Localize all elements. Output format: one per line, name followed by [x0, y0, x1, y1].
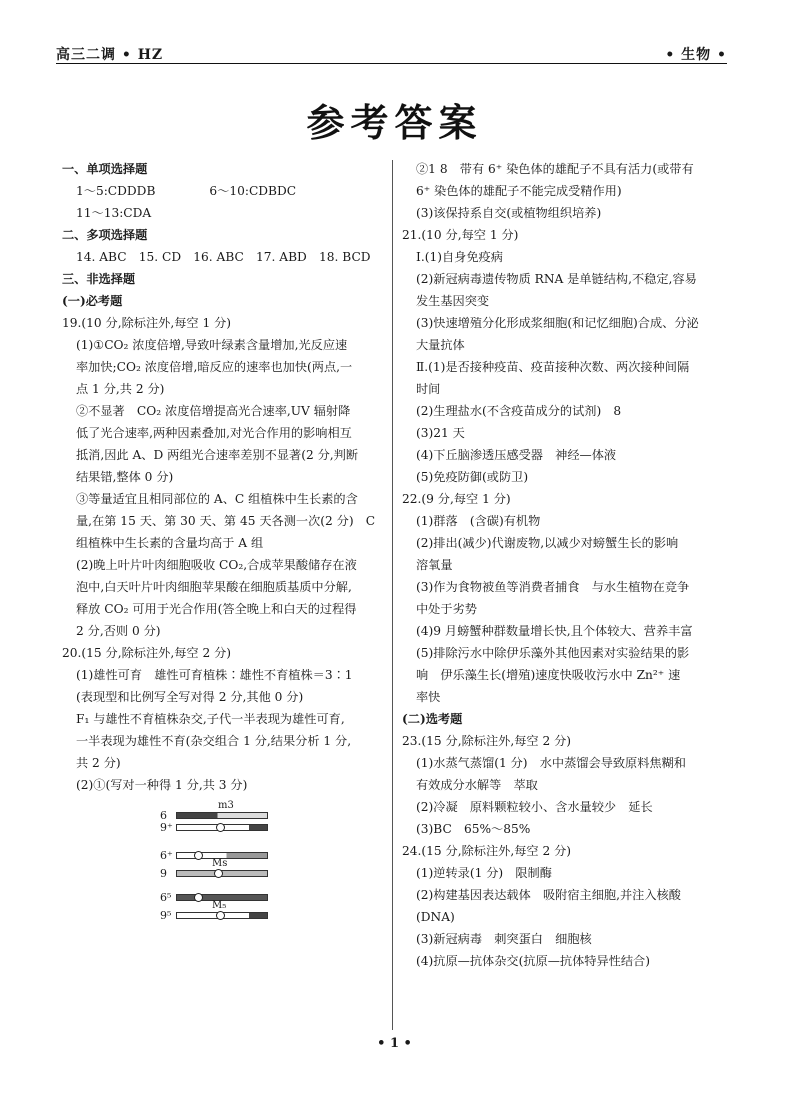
chromosome-label: 9⁵	[160, 909, 172, 922]
answer-line: (表现型和比例写全写对得 2 分,其他 0 分)	[76, 690, 304, 704]
answer-line: 量,在第 15 天、第 30 天、第 45 天各测一次(2 分) C	[76, 514, 376, 528]
chromosome-label: 9	[160, 867, 167, 880]
question-head: 24.(15 分,除标注外,每空 2 分)	[402, 844, 572, 858]
right-column	[402, 158, 727, 972]
subsection-title: (一)必考题	[62, 294, 123, 308]
gene-label: M₅	[212, 900, 227, 911]
answer-line: Ⅱ.(1)是否接种疫苗、疫苗接种次数、两次接种间隔	[416, 360, 690, 374]
answer-text: 1～5:CDDDB	[76, 184, 156, 198]
answer-line: (2)新冠病毒遗传物质 RNA 是单链结构,不稳定,容易	[416, 272, 697, 286]
answer-line: ②不显著 CO₂ 浓度倍增提高光合速率,UV 辐射降	[76, 404, 351, 418]
answer-line: (5)排除污水中除伊乐藻外其他因素对实验结果的影	[416, 646, 690, 660]
answer-line: 释放 CO₂ 可用于光合作用(答全晚上和白天的过程得	[76, 602, 357, 616]
answer-line: (1)逆转录(1 分) 限制酶	[416, 866, 552, 880]
centromere-dot	[194, 893, 203, 902]
answer-line: (3)作为食物被鱼等消费者捕食 与水生植物在竞争	[416, 580, 690, 594]
answer-line: (2)排出(减少)代谢废物,以减少对螃蟹生长的影响	[416, 536, 679, 550]
answer-line: 2 分,否则 0 分)	[76, 624, 161, 638]
answer-line: 一半表现为雄性不育(杂交组合 1 分,结果分析 1 分,	[76, 734, 352, 748]
answer-line: (1)雄性可育 雄性可育植株∶雄性不育植株＝3∶1	[76, 668, 353, 682]
answer-line: 组植株中生长素的含量均高于 A 组	[76, 536, 264, 550]
answer-line: Ⅰ.(1)自身免疫病	[416, 250, 503, 264]
chromosome-label: 6⁺	[160, 849, 173, 862]
chromosome-label: 6	[160, 809, 167, 822]
header-exam-label: 高三二调 • HZ	[56, 47, 164, 63]
centromere-dot	[216, 823, 225, 832]
answer-line: (4)下丘脑渗透压感受器 神经—体液	[416, 448, 617, 462]
header-subject-label: • 生物 •	[665, 47, 727, 63]
chromosome-row	[160, 858, 282, 880]
answer-line: 泡中,白天叶片叶肉细胞苹果酸在细胞质基质中分解,	[76, 580, 352, 594]
section-title: 一、单项选择题	[62, 162, 148, 176]
answer-line: (3)21 天	[416, 426, 465, 440]
answer-line: F₁ 与雄性不育植株杂交,子代一半表现为雄性可育,	[76, 712, 345, 726]
answer-line: (2)构建基因表达载体 吸附宿主细胞,并注入核酸	[416, 888, 681, 902]
answer-text: 6～10:CDBDC	[209, 184, 297, 198]
answer-line: (2)晚上叶片叶肉细胞吸收 CO₂,合成苹果酸储存在液	[76, 558, 357, 572]
chromosome-row	[160, 820, 282, 834]
question-head: 21.(10 分,每空 1 分)	[402, 228, 519, 242]
answer-line: 6⁺ 染色体的雄配子不能完成受精作用)	[416, 184, 622, 198]
answer-line: (3)BC 65%～85%	[416, 822, 531, 836]
answer-line: (3)快速增殖分化形成浆细胞(和记忆细胞)合成、分泌	[416, 316, 699, 330]
answer-line: 中处于劣势	[416, 602, 477, 616]
centromere-dot	[214, 869, 223, 878]
question-head: 19.(10 分,除标注外,每空 1 分)	[62, 316, 232, 330]
centromere-dot	[194, 851, 203, 860]
answer-line: (2)冷凝 原料颗粒较小、含水量较少 延长	[416, 800, 653, 814]
answer-line: (1)①CO₂ 浓度倍增,导致叶绿素含量增加,光反应速	[76, 338, 348, 352]
answer-line: 率加快;CO₂ 浓度倍增,暗反应的速率也加快(两点,一	[76, 360, 353, 374]
answer-line: (1)群落 (含碳)有机物	[416, 514, 541, 528]
answer-line: (3)新冠病毒 刺突蛋白 细胞核	[416, 932, 592, 946]
answer-line: (3)该保持系自交(或植物组织培养)	[416, 206, 602, 220]
answer-line: (5)免疫防御(或防卫)	[416, 470, 529, 484]
answer-line: 时间	[416, 382, 441, 396]
gene-label: Ms	[212, 858, 228, 869]
chromosome-diagram	[62, 800, 382, 930]
column-divider	[392, 160, 393, 1030]
answer-line: (1)水蒸气蒸馏(1 分) 水中蒸馏会导致原料焦糊和	[416, 756, 686, 770]
chromosome-row	[160, 890, 282, 904]
left-column	[62, 158, 382, 930]
answer-line: 14. ABC 15. CD 16. ABC 17. ABD 18. BCD	[76, 250, 371, 264]
gene-label: m3	[218, 800, 234, 811]
answer-line: 发生基因突变	[416, 294, 490, 308]
question-head: 22.(9 分,每空 1 分)	[402, 492, 511, 506]
header-rule	[56, 63, 727, 64]
answer-line: 大量抗体	[416, 338, 465, 352]
answer-line: (4)9 月螃蟹种群数量增长快,且个体较大、营养丰富	[416, 624, 693, 638]
chromosome-label: 9⁺	[160, 821, 173, 834]
centromere-dot	[216, 911, 225, 920]
answer-line: 响 伊乐藻生长(增殖)速度快吸收污水中 Zn²⁺ 速	[416, 668, 681, 682]
answer-line: 共 2 分)	[76, 756, 121, 770]
answer-line: 抵消,因此 A、D 两组光合速率差别不显著(2 分,判断	[76, 448, 359, 462]
page-title: 参考答案	[306, 101, 483, 145]
section-title: 三、非选择题	[62, 272, 136, 286]
answer-line: (4)抗原—抗体杂交(抗原—抗体特异性结合)	[416, 954, 650, 968]
answer-line: 率快	[416, 690, 441, 704]
answer-line: (2)生理盐水(不含疫苗成分的试剂) 8	[416, 404, 622, 418]
answer-line	[62, 180, 382, 202]
section-title: 二、多项选择题	[62, 228, 148, 242]
answer-line: ②1 8 带有 6⁺ 染色体的雄配子不具有活力(或带有	[416, 162, 694, 176]
answer-line: 11～13:CDA	[76, 206, 152, 220]
answer-line: 溶氧量	[416, 558, 453, 572]
answer-line: 点 1 分,共 2 分)	[76, 382, 165, 396]
answer-line: ③等量适宜且相同部位的 A、C 组植株中生长素的含	[76, 492, 358, 506]
answer-line: 低了光合速率,两种因素叠加,对光合作用的影响相互	[76, 426, 352, 440]
chromosome-label: 6⁵	[160, 891, 172, 904]
answer-line: (DNA)	[416, 910, 455, 924]
answer-line: 有效成分水解等 萃取	[416, 778, 538, 792]
question-head: 23.(15 分,除标注外,每空 2 分)	[402, 734, 572, 748]
question-head: 20.(15 分,除标注外,每空 2 分)	[62, 646, 232, 660]
answer-line: 结果错,整体 0 分)	[76, 470, 174, 484]
page-number: • 1 •	[377, 1036, 412, 1051]
chromosome-row	[160, 900, 282, 922]
subsection-title: (二)选考题	[402, 712, 463, 726]
answer-line: (2)①(写对一种得 1 分,共 3 分)	[76, 778, 248, 792]
